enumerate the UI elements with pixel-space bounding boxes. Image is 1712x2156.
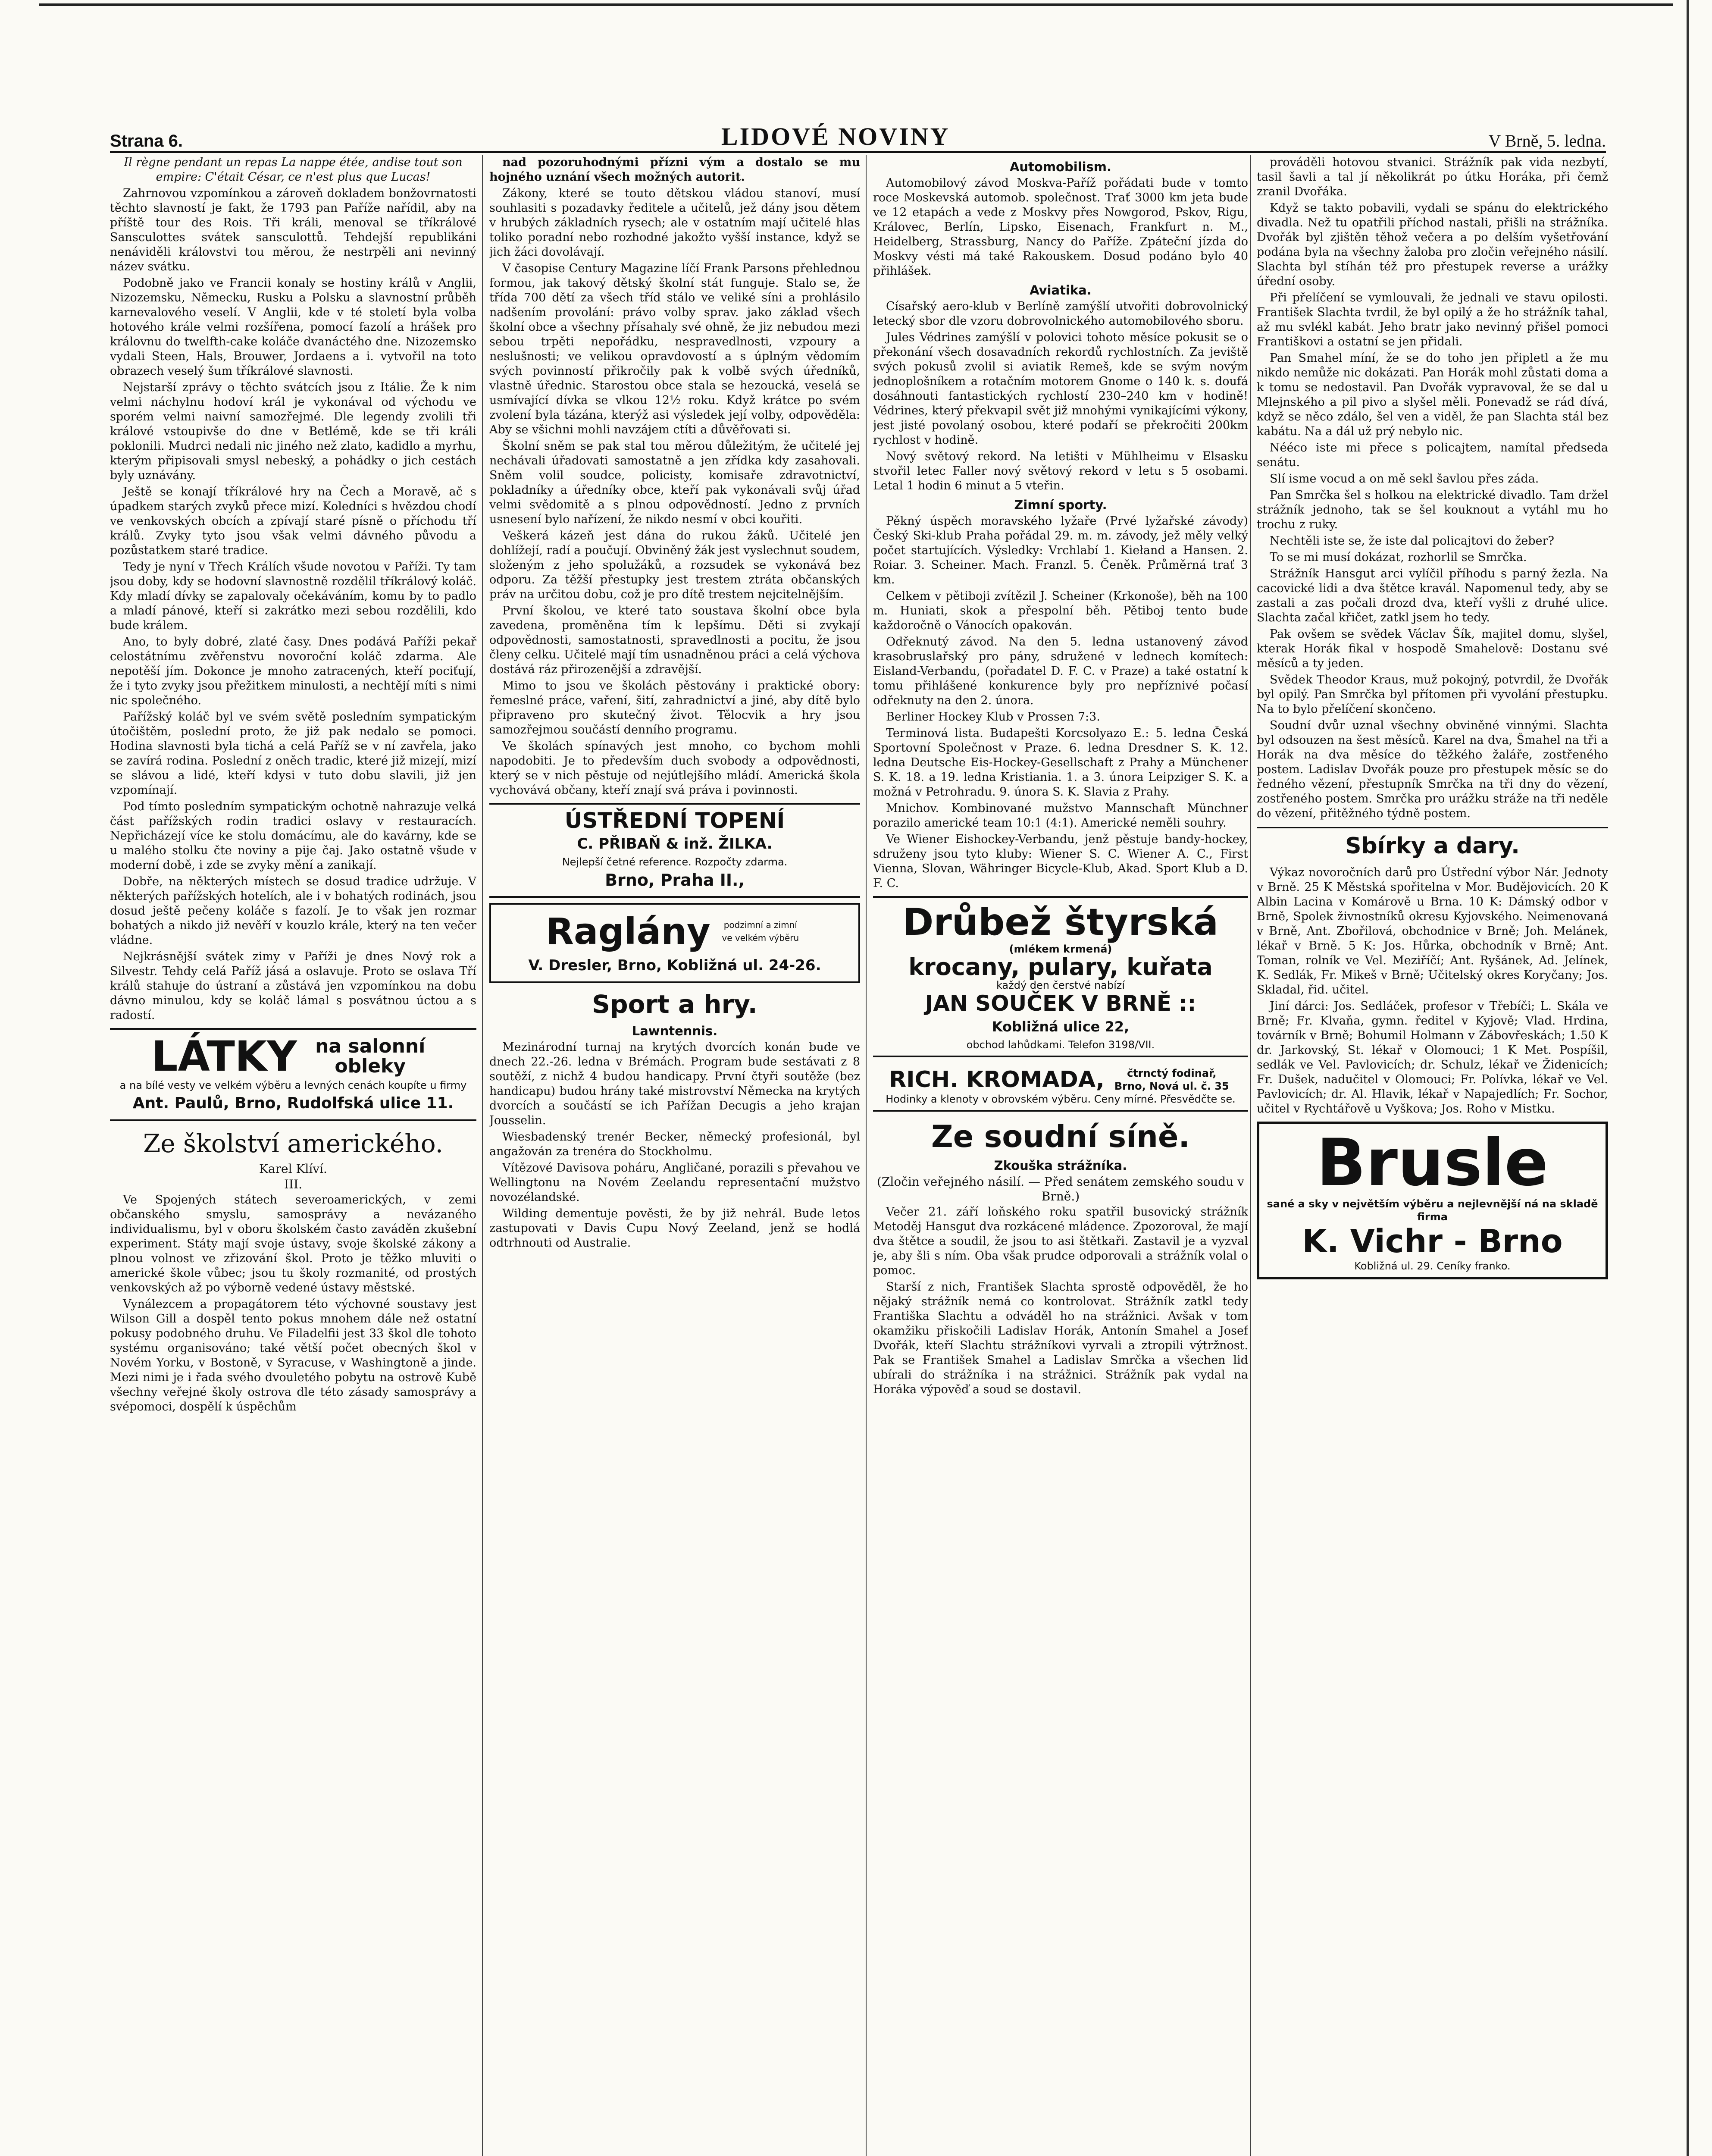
ad-raglany-firm: V. Dresler, Brno, Kobližná ul. 24-26. [528, 957, 821, 974]
paragraph: Pěkný úspěch moravského lyžaře (Prvé lyžařské závody) Český Ski-klub Praha pořádal 29. m. m. závody, jež měly velký počet startujících. Výsledky: Vrchlabí 1. Kiełand a Hansen. 2. Roiar. 3. Scheiner. Mach. Franzl. 5. Čeněk. Průměrná trať 3 km. [873, 514, 1248, 586]
paragraph: Pan Smrčka šel s holkou na elektrické divadlo. Tam držel strážník jednoho, tak se šel kouknout a vytáhl mu ho trochu z ruky. [1257, 489, 1608, 531]
ad-brusle-headline: Brusle [1316, 1125, 1549, 1200]
paragraph: Nový světový rekord. Na letišti v Mühlheimu v Elsasku stvořil letec Faller nový světový rekord v letu s 5 osobami. Letal 1 hodin 6 minut a 5 vteřin. [873, 450, 1248, 492]
paragraph: Císařský aero-klub v Berlíně zamýšlí utvořiti dobrovolnický letecký sbor dle vzoru dobrovolnického automobilového sboru. [873, 300, 1248, 328]
page-number: Strana 6. [110, 132, 183, 150]
paragraph: Školní sněm se pak stal tou měrou důležitým, že učitelé jej nechávali úřadovati samostatně a jen zřídka kdy zasahovali. Sněm volil soudce, policisty, komisaře zdravotnictví, pokladníky a úředníky obce, kteří pak vykonávali svůj úřad velmi svědomitě a s plnou odpovědností. Jedno z prvních usnesení bylo nařízení, že nikdo nesmí v obci kouřiti. [489, 439, 860, 526]
paragraph: Pak ovšem se svědek Václav Šík, majitel domu, slyšel, kterak Horák fikal v hospodě Smahelově: Dostanu své měsíců a ty jeden. [1257, 627, 1608, 670]
paragraph: Nejkrásnější svátek zimy v Paříži je dnes Nový rok a Silvestr. Tehdy celá Paříž jásá a oslavuje. Proto se oslava Tří králů stahuje do ústraní a zůstává jen vzpomínkou na dobu dávno minulou, kdy se koláč lámal s posvátnou úctou a s radostí. [110, 950, 476, 1022]
ad-brusle-address: Kobližná ul. 29. Ceníky franko. [1354, 1260, 1511, 1272]
paragraph: nad pozoruhodnými přízni vým a dostalo se mu hojného uznání všech možných autorit. [489, 156, 860, 184]
paragraph: Večer 21. září loňského roku spatřil busovický strážník Metoděj Hansgut dva rozkácené mládence. Zpozoroval, že mají dva štětce a soudil, že jsou to asi štětkaři. Zastavil je a vyzval je, aby šli s ním. Oba však prudce odporovali a strážník volal o pomoc. [873, 1205, 1248, 1277]
paragraph: Pařížský koláč byl ve svém světě posledním sympatickým útočištěm, poslední proto, že již pak nedalo se pomoci. Hodina slavnosti byla tichá a celá Paříž se v ní zavřela, jako se zavírá rodina. Poslední z oněch tradic, které již mizejí, mizí se slávou a lidé, kteří kdysi v tuto dobu slavili, již jen vzpomínají. [110, 710, 476, 797]
paragraph: Automobilový závod Moskva-Paříž pořádati bude v tomto roce Moskevská automob. společnost. Trať 3000 km jeta bude ve 12 etapách a vede z Moskvy přes Nowgorod, Pskov, Rigu, Královec, Berlín, Lipsko, Eisenach, Frankfurt n. M., Heidelberg, Strassburg, Nancy do Paříže. Zpáteční jízda do Moskvy vésti má také Rakouskem. Dosud podáno bylo 40 přihlášek. [873, 176, 1248, 278]
ad-topeni [489, 803, 860, 898]
ad-kromada-small: Hodinky a klenoty v obrovském výběru. Ceny mírné. Přesvědčte se. [886, 1093, 1236, 1105]
newspaper-title: LIDOVÉ NOVINY [721, 122, 950, 150]
ad-brusle-firm: K. Vichr - Brno [1302, 1223, 1563, 1260]
paragraph: Zahrnovou vzpomínkou a zároveň dokladem bonžovrnatosti těchto slavností je fakt, že 1793 pan Paříže nařídil, aby na příště tour des Rois. Tři králi, menoval se tříkrálové Sansculottes svátek sansculottů. Tehdejší republikáni nenáviděli královstvi tou měrou, že nestrpěli ani nevinný název svátku. [110, 187, 476, 273]
ad-kromada-firm: RICH. KROMADA, [889, 1067, 1105, 1093]
ad-latky-text: a na bílé vesty ve velkém výběru a levných cenách koupíte u firmy [119, 1079, 467, 1091]
ad-latky-headline: LÁTKY [151, 1032, 297, 1081]
paragraph: Ano, to byly dobré, zlaté časy. Dnes podává Paříži pekař celostátnímu zvěřenstvu novoroční koláč zdarma. Ale nepotěší jím. Dokonce je mnoho zatracených, kteří pociťují, že i tyto zvyky jsou přežitkem minulosti, a nechtějí míti s nimi nic společného. [110, 635, 476, 707]
ad-brusle [1257, 1122, 1608, 1279]
ad-kromada [873, 1062, 1248, 1112]
paragraph: Mnichov. Kombinované mužstvo Mannschaft Münchner porazilo americké team 10:1 (4:1). Americké neměli souhry. [873, 802, 1248, 830]
page-header [110, 124, 1606, 153]
paragraph: Při přelíčení se vymlouvali, že jednali ve stavu opilosti. František Slachta tvrdil, že byl opilý a že ho strážník tahal, až mu svlékl kabát. Jeho bratr jako nevinný přišel pomoci Františkovi a ostatní se jen přidali. [1257, 291, 1608, 348]
right-edge-rule [1687, 0, 1689, 2156]
paragraph: V časopise Century Magazine líčí Frank Parsons přehlednou formou, jak takový dětský školní stát funguje. Stalo se, že třída 700 dětí za všech tříd stálo ve veliké síni a prohlásilo nadšením provolání: právo volby sprav. jako základ všech školní obce a všechny přísahaly své ohně, že jiz nebudou mezi sebou trpěti nepořádku, nespravedlnosti, vzpoury a neslušnosti; ve velikou opravdovostí a s úplným vědomím svých povinností přikročily pak k volbě svých úředníků, vlastně úřednic. Starostou obce stala se hezoucká, veselá se usmívající dívka se vlkou 12½ roku. Když krátce po svém zvolení byla tázána, kterýž asi výsledek její volby, odpověděla: Aby se všichni mohli navzájem ctíti a důvěřovati si. [489, 262, 860, 436]
ad-topeni-firm: C. PŘIBAŇ & inž. ŽILKA. [577, 835, 773, 852]
paragraph: Podobně jako ve Francii konaly se hostiny králů v Anglii, Nizozemsku, Německu, Rusku a Polsku a slavnostní průběh karnevalového veselí. V Anglii, kde v té století byla volba hotového krále velmi rozšířena, pomocí fazolí a hrášek pro královnu do twelfth-cake koláče dvanáctého dne. Nizozemsko vydali Steen, Hals, Brouwer, Jordaens a i. vytvořil na toto obrazech veselý šum tříkrálové slavnosti. [110, 276, 476, 378]
paragraph: Vítězové Davisova poháru, Angličané, porazili s převahou ve Wellingtonu na Novém Zeelandu representační mužstvo novozélandské. [489, 1161, 860, 1204]
column-divider [1250, 155, 1251, 2156]
paragraph: To se mi musí dokázat, rozhorlil se Smrčka. [1270, 551, 1527, 564]
section-zimni-sporty: Zimní sporty. [1014, 498, 1107, 512]
article-author: Karel Klíví. [259, 1162, 327, 1176]
paragraph: První školou, ve které tato soustava školní obce byla zavedena, proměněna tím k lepšímu. Děti si zvykají odpovědnosti, samostatnosti, spravedlnosti a pocitu, že jsou členy celku. Učitelé mají tím usnadněnou práci a celá výchova dostává ráz přirozenější a zdravější. [489, 604, 860, 676]
ad-kromada-detail: čtrnctý fodinař, Brno, Nová ul. č. 35 [1114, 1067, 1229, 1092]
section-aviatika: Aviatika. [1030, 283, 1092, 298]
ad-drubez-phone: obchod lahůdkami. Telefon 3198/VII. [966, 1039, 1155, 1051]
paragraph: Svědek Theodor Kraus, muž pokojný, potvrdil, že Dvořák byl opilý. Pan Smrčka byl přítomen při vyvolání přestupku. Na to bylo přelíčení skončeno. [1257, 673, 1608, 716]
paragraph: Odřeknutý závod. Na den 5. ledna ustanovený závod krasobruslařský pro pány, sdružené v lednech komítech: Eisland-Verbandu, (pořadatel D. F. C. v Praze) a také ostatní k tomu přihlášené konkurence byly pro nepříznivé počasí odřeknuty na den 2. února. [873, 635, 1248, 707]
ad-topeni-title: ÚSTŘEDNÍ TOPENÍ [564, 808, 785, 833]
paragraph: Jiní dárci: Jos. Sedláček, profesor v Třebíči; L. Skála ve Brně; Fr. Klvaňa, gymn. ředitel v Kyjově; Vlad. Hrdina, továrník v Brně; Bohumil Holmann v Zábovřeskách; 1.50 K dr. Jarkovský, St. lékař v Olomouci; 1 K Met. Pospíšil, sedlák ve Vel. Pavlovicích; dr. Schulz, lékař ve Židenicích; Fr. Dušek, nadučitel v Olomouci; Fr. Polívka, lékař ve Vel. Pavlovicích; dr. Al. Hlavik, lékař v Napajedlích; Fr. Sochor, učitel v Rychtářově u Vyškova; Jos. Roho v Mistku. [1257, 1000, 1608, 1116]
paragraph: Celkem v pětiboji zvítězil J. Scheiner (Krkonoše), běh na 100 m. Huniati, skok a přespolní běh. Pětiboj tento bude každoročně o Vánocích opakován. [873, 589, 1248, 632]
court-title: Ze soudní síně. [931, 1119, 1190, 1154]
court-byline: (Zločin veřejného násilí. — Před senátem zemského soudu v Brně.) [877, 1175, 1244, 1203]
ad-latky-side: na salonní obleky [315, 1035, 426, 1077]
article-part: III. [284, 1177, 303, 1191]
ad-raglany-side: podzimní a zimní ve velkém výběru [722, 920, 799, 943]
subsection-lawntennis: Lawntennis. [632, 1024, 718, 1038]
ad-raglany [489, 903, 860, 983]
paragraph: Starší z nich, František Slachta sprostě odpověděl, že ho nějaký strážník nemá co kontrolovat. Strážník zatkl tedy Františka Slachtu a odváděl ho na strážnici. Avšak v tom okamžiku přiskočili Ladislav Horák, Antonín Smahel a Josef Dvořák, kteří Slachtu strážníkovi vyrvali a ztropili výtržnost. Pak se František Smahel a Ladislav Smrčka a všechen lid ubírali do strážníka i na strážnici. Strážník pak vydal na Horáka výpověď a soud se dostavil. [873, 1280, 1248, 1396]
paragraph: prováděli hotovou stvanici. Strážník pak vida nezbytí, tasil šavli a tal jí několikrát po útku Horáka, při čemž zranil Dvořáka. [1257, 156, 1608, 198]
ad-drubez [873, 896, 1248, 1057]
paragraph: Mezinárodní turnaj na krytých dvorcích konán bude ve dnech 22.-26. ledna v Brémách. Program bude sestávati z 8 soutěží, z nichž 4 budou handicapy. První čtyři soutěže (bez handicapu) budou hrány také mistrovství Německa na krytých dvorcích a součástí se ich Pařížan Decugis a jeho krajan Jousselin. [489, 1040, 860, 1127]
paragraph: Pan Smahel míní, že se do toho jen připletl a že mu nikdo nemůže nic dokázati. Pan Horák mohl zůstati doma a k tomu se nedostavil. Pan Dvořák vypravoval, že se dal u Mlejnského a pil pivo a slyšel měli. Ponevadž se rád dívá, když se něco zdálo, šel ven a viděl, že pan Slachta stál bez kabátu. Na a dál už prý nebylo nic. [1257, 351, 1608, 438]
ad-topeni-note: Nejlepší četné reference. Rozpočty zdarma. [562, 856, 788, 868]
paragraph: Nééco iste mi přece s policajtem, namítal předseda senátu. [1257, 441, 1608, 469]
paragraph: Terminová lista. Budapešti Korcsolyazo E.: 5. ledna Česká Sportovní Společnost v Praze. 6. ledna Dresdner S. K. 12. ledna Deutsche Eis-Hockey-Gesellschaft z Prahy a Münchener S. K. 18. a 19. ledna Kristiania. 1. a 3. února Leipziger S. K. a možná v Petrohradu. 9. února S. K. Slavia z Prahy. [873, 727, 1248, 799]
paragraph: Soudní dvůr uznal všechny obviněné vinnými. Slachta byl odsouzen na šest měsíců. Karel na dva, Šmahel na tři a Horák na dva měsíce do těžkého žaláře, zostřeného postem. Ladislav Dvořák pouze pro přestupek měsíc se do ředného vězení, přestupník Smrčka na tři dny do vězení, zostřeného postem. Smrčka pro urážku stráže na tři neděle do vězení, přitěžného týdně postem. [1257, 719, 1608, 820]
ad-drubez-firm: JAN SOUČEK V BRNĚ :: [925, 991, 1196, 1016]
column-divider [482, 155, 483, 2156]
top-rule [39, 3, 1673, 6]
section-automobilism: Automobilism. [1009, 160, 1112, 174]
paragraph: Výkaz novoročních darů pro Ústřední výbor Nár. Jednoty v Brně. 25 K Městská spořitelna v Mor. Budějovicích. 20 K Albin Lacina v Komárově u Brna. 10 K: Dámský odbor v Brně, Spolek živnostníků okresu Kyjovského. Neimenovaná v Brně, Ant. Zbořilová, obchodnice v Brně; Joh. Melánek, lékař v Brně. 5 K: Jos. Hůrka, obchodník v Brně; Ant. Toman, rolník ve Vel. Meziříčí; Ant. Ryšánek, Ad. Jelínek, K. Sedlák, Fr. Mikeš v Brně; Učitelský okres Koryčany; Jos. Skladal, řid. učitel. [1257, 866, 1608, 997]
paragraph: Jules Védrines zamýšlí v polovici tohoto měsíce pokusit se o překonání všech dosavadních rekordů rychlostních. Za jeviště svých pokusů zvolil si aviatik Remeš, kde se svým novým jednoplošníkem a rotačním motorem Gnome o 140 k. s. doufá dosáhnouti fantastických rychlostí 230–240 km v hodině! Védrines, který překvapil svět již mnohými vynikajícími výkony, jest jisté povolaný osobou, které podaří se překročiti 200km rychlost v hodině. [873, 331, 1248, 447]
paragraph: Ve školách spínavých jest mnoho, co bychom mohli napodobiti. Je to především duch svobody a odpovědnosti, který se v nich pěstuje od nejútlejšího mládí. Americká škola vychovává občany, kteří znají svá práva i povinnosti. [489, 740, 860, 797]
paragraph: Tedy je nyní v Třech Králích všude novotou v Paříži. Ty tam jsou doby, kdy se hodovní slavnostně rozdělil tříkrálový koláč. Kdy mladí dívky se zapalovaly očekáváním, komu by to padlo a mladí pánové, kteří si zakrátko mezi sebou rozdělili, kdo bude králem. [110, 560, 476, 632]
ad-drubez-note: každý den čerstvé nabízí [996, 979, 1125, 991]
paragraph: Veškerá kázeň jest dána do rukou žáků. Učitelé jen dohlížejí, radí a poučují. Obviněný žák jest vyslechnut soudem, složeným z jeho spolužáků, a rozsudek se vykonává bez odporu. Za těžší přestupky jest trestem ztráta občanských práv na určitou dobu, což je pro dítě trestem nejcitelnějším. [489, 529, 860, 601]
paragraph: Wilding dementuje pověsti, že by již nehrál. Bude letos zastupovati v Davis Cupu Nový Zeeland, jenž se hodlá odtrhnouti od Australie. [489, 1207, 860, 1250]
ad-raglany-headline: Raglány [546, 910, 710, 953]
section-sbirky: Sbírky a dary. [1257, 827, 1608, 861]
paragraph: Ve Spojených státech severoamerických, v zemi občanského smyslu, samosprávy a nevázaného individualismu, byl v oboru školském často zaváděn zkušební experiment. Státy mají svoje ústavy, svoje školské zákony a plnou volnost ve zřizování škol. Proto je těžko mluviti o americké škole vůbec; jsou tu školy rozmanité, od prostých venkovských až po výborně vedené ústavy městské. [110, 1193, 476, 1294]
paragraph: Nejstarší zprávy o těchto svátcích jsou z Itálie. Že k nim velmi náchylnu hodoví král je vykonával od východu ve sporém velmi naivní samozřejmé. Dle legendy zvolili tři králové vstoupivše do dne v Betlémě, kde se tři králi poklonili. Mudrci nedali nic jiného než zlato, kadidlo a myrhu, kterým připisovali smysl nebeský, a pohádky o jich cestách byly uznávány. [110, 381, 476, 482]
paragraph: Slí isme vocud a on mě sekl šavlou přes záda. [1270, 472, 1539, 486]
ad-latky-firm: Ant. Paulů, Brno, Rudolfská ulice 11. [132, 1094, 454, 1112]
paragraph: Nechtěli iste se, že iste dal policajtovi do žeber? [1270, 534, 1554, 548]
paragraph: Když se takto pobavili, vydali se spánu do elektrického divadla. Než tu opatřili příchod nastali, přišli na strážníka. Dvořák byl zjištěn těhož večera a po delším vyšetřování podána byla na všechny žaloba pro zločin veřejného násilí. Slachta byl stíhán též pro přestupek reverse a urážky úřední osoby. [1257, 201, 1608, 288]
paragraph: Dobře, na některých místech se dosud tradice udržuje. V některých pařížských hotelích, ale i v bohatých rodinách, jsou dosud ještě pečeny koláče s fazolí. Je to však jen rozmar bohatých a nikdo již nevěří v kouzlo krále, který na ten večer vládne. [110, 875, 476, 947]
article-title: Ze školství amerického. [143, 1129, 444, 1158]
ad-drubez-address: Kobližná ulice 22, [992, 1018, 1130, 1035]
ad-drubez-headline: Drůbež štyrská [902, 901, 1219, 944]
ad-brusle-sub: sané a sky v největším výběru a nejlevnější ná na skladě firma [1267, 1198, 1598, 1223]
court-subtitle: Zkouška strážníka. [994, 1158, 1127, 1173]
verse: Il règne pendant un repas La nappe étée, andise tout son empire: C'était César, ce n'est plus que Lucas! [124, 156, 463, 184]
paragraph: Strážník Hansgut arci vylíčil příhodu s parný žezla. Na cacovické lidi a dva štětce kravál. Napomenul tedy, aby se zastali a zas počali drozd dva, kteří vyšli z druhé ulice. Slachta začal křičet, zatkl jsem ho tedy. [1257, 567, 1608, 624]
issue-date: V Brně, 5. ledna. [1488, 131, 1606, 150]
paragraph: Pod tímto posledním sympatickým ochotně nahrazuje velká část pařížských rodin tradici oslavy v restauracích. Nepřicházejí více ke stolu domácímu, ale do kavárny, kde se u malého stolku čte noviny a pije čaj. Jako ostatně všude v moderní době, i zde se zvyky mění a zanikají. [110, 800, 476, 872]
column-2 [489, 155, 860, 2156]
section-sport: Sport a hry. [592, 990, 757, 1019]
column-1 [110, 155, 476, 2156]
paragraph: Zákony, které se touto dětskou vládou stanoví, musí souhlasiti s pozadavky ředitele a učitelů, jež dány jsou dětem v hrubých základních rysech; ale v ostatním mají učitelé hlas toliko poradní nebo rozhodné jakožto vyšší instance, když se jich žáci dovolávají. [489, 187, 860, 259]
column-3 [873, 155, 1248, 2156]
ad-topeni-cities: Brno, Praha II., [605, 871, 745, 890]
paragraph: Mimo to jsou ve školách pěstovány i praktické obory: řemeslné práce, vaření, šití, zahradnictví a jiné, aby dítě bylo připraveno pro skutečný život. Tělocvik a hry jsou samozřejmou součástí denního programu. [489, 679, 860, 736]
ad-drubez-sub: (mlékem krmená) [1009, 943, 1112, 955]
paragraph: Ve Wiener Eishockey-Verbandu, jenž pěstuje bandy-hockey, sdruženy jsou tyto kluby: Wiener S. C. Wiener A. C., First Vienna, Slovan, Währinger Bicycle-Klub, Akad. Sport Klub a D. F. C. [873, 833, 1248, 890]
paragraph: Wiesbadenský trenér Becker, německý profesionál, byl angažován za trenéra do Stockholmu. [489, 1130, 860, 1158]
ad-drubez-products: krocany, pulary, kuřata [908, 953, 1213, 981]
ad-latky [110, 1028, 476, 1121]
paragraph: Vynálezcem a propagátorem této výchovné soustavy jest Wilson Gill a dospěl tento pokus mnohem dále než ostatní pokusy podobného druhu. Ve Filadelfii jest 33 škol dle tohoto systému organisováno; také větší počet obecných škol v Novém Yorku, v Bostoně, v Syracuse, v Washingtoně a jinde. Mezi nimi je i řada svého dvouletého pobytu na ostrově Kubě všechny veřejné školy ostrova dle této zásady samosprávy a svépomoci, dospělí k úspěchům [110, 1297, 476, 1413]
column-4 [1257, 155, 1608, 2156]
paragraph: Berliner Hockey Klub v Prossen 7:3. [886, 710, 1100, 724]
paragraph: Ještě se konají tříkrálové hry na Čech a Moravě, ač s úpadkem starých zvyků přece mizí. Koledníci s hvězdou chodí ve venkovských obcích a zpívají staré písně o příchodu tří králů. Zvyky tyto jsou však velmi dávného původu a pozůstatkem staré tradice. [110, 485, 476, 557]
column-divider [866, 155, 867, 2156]
